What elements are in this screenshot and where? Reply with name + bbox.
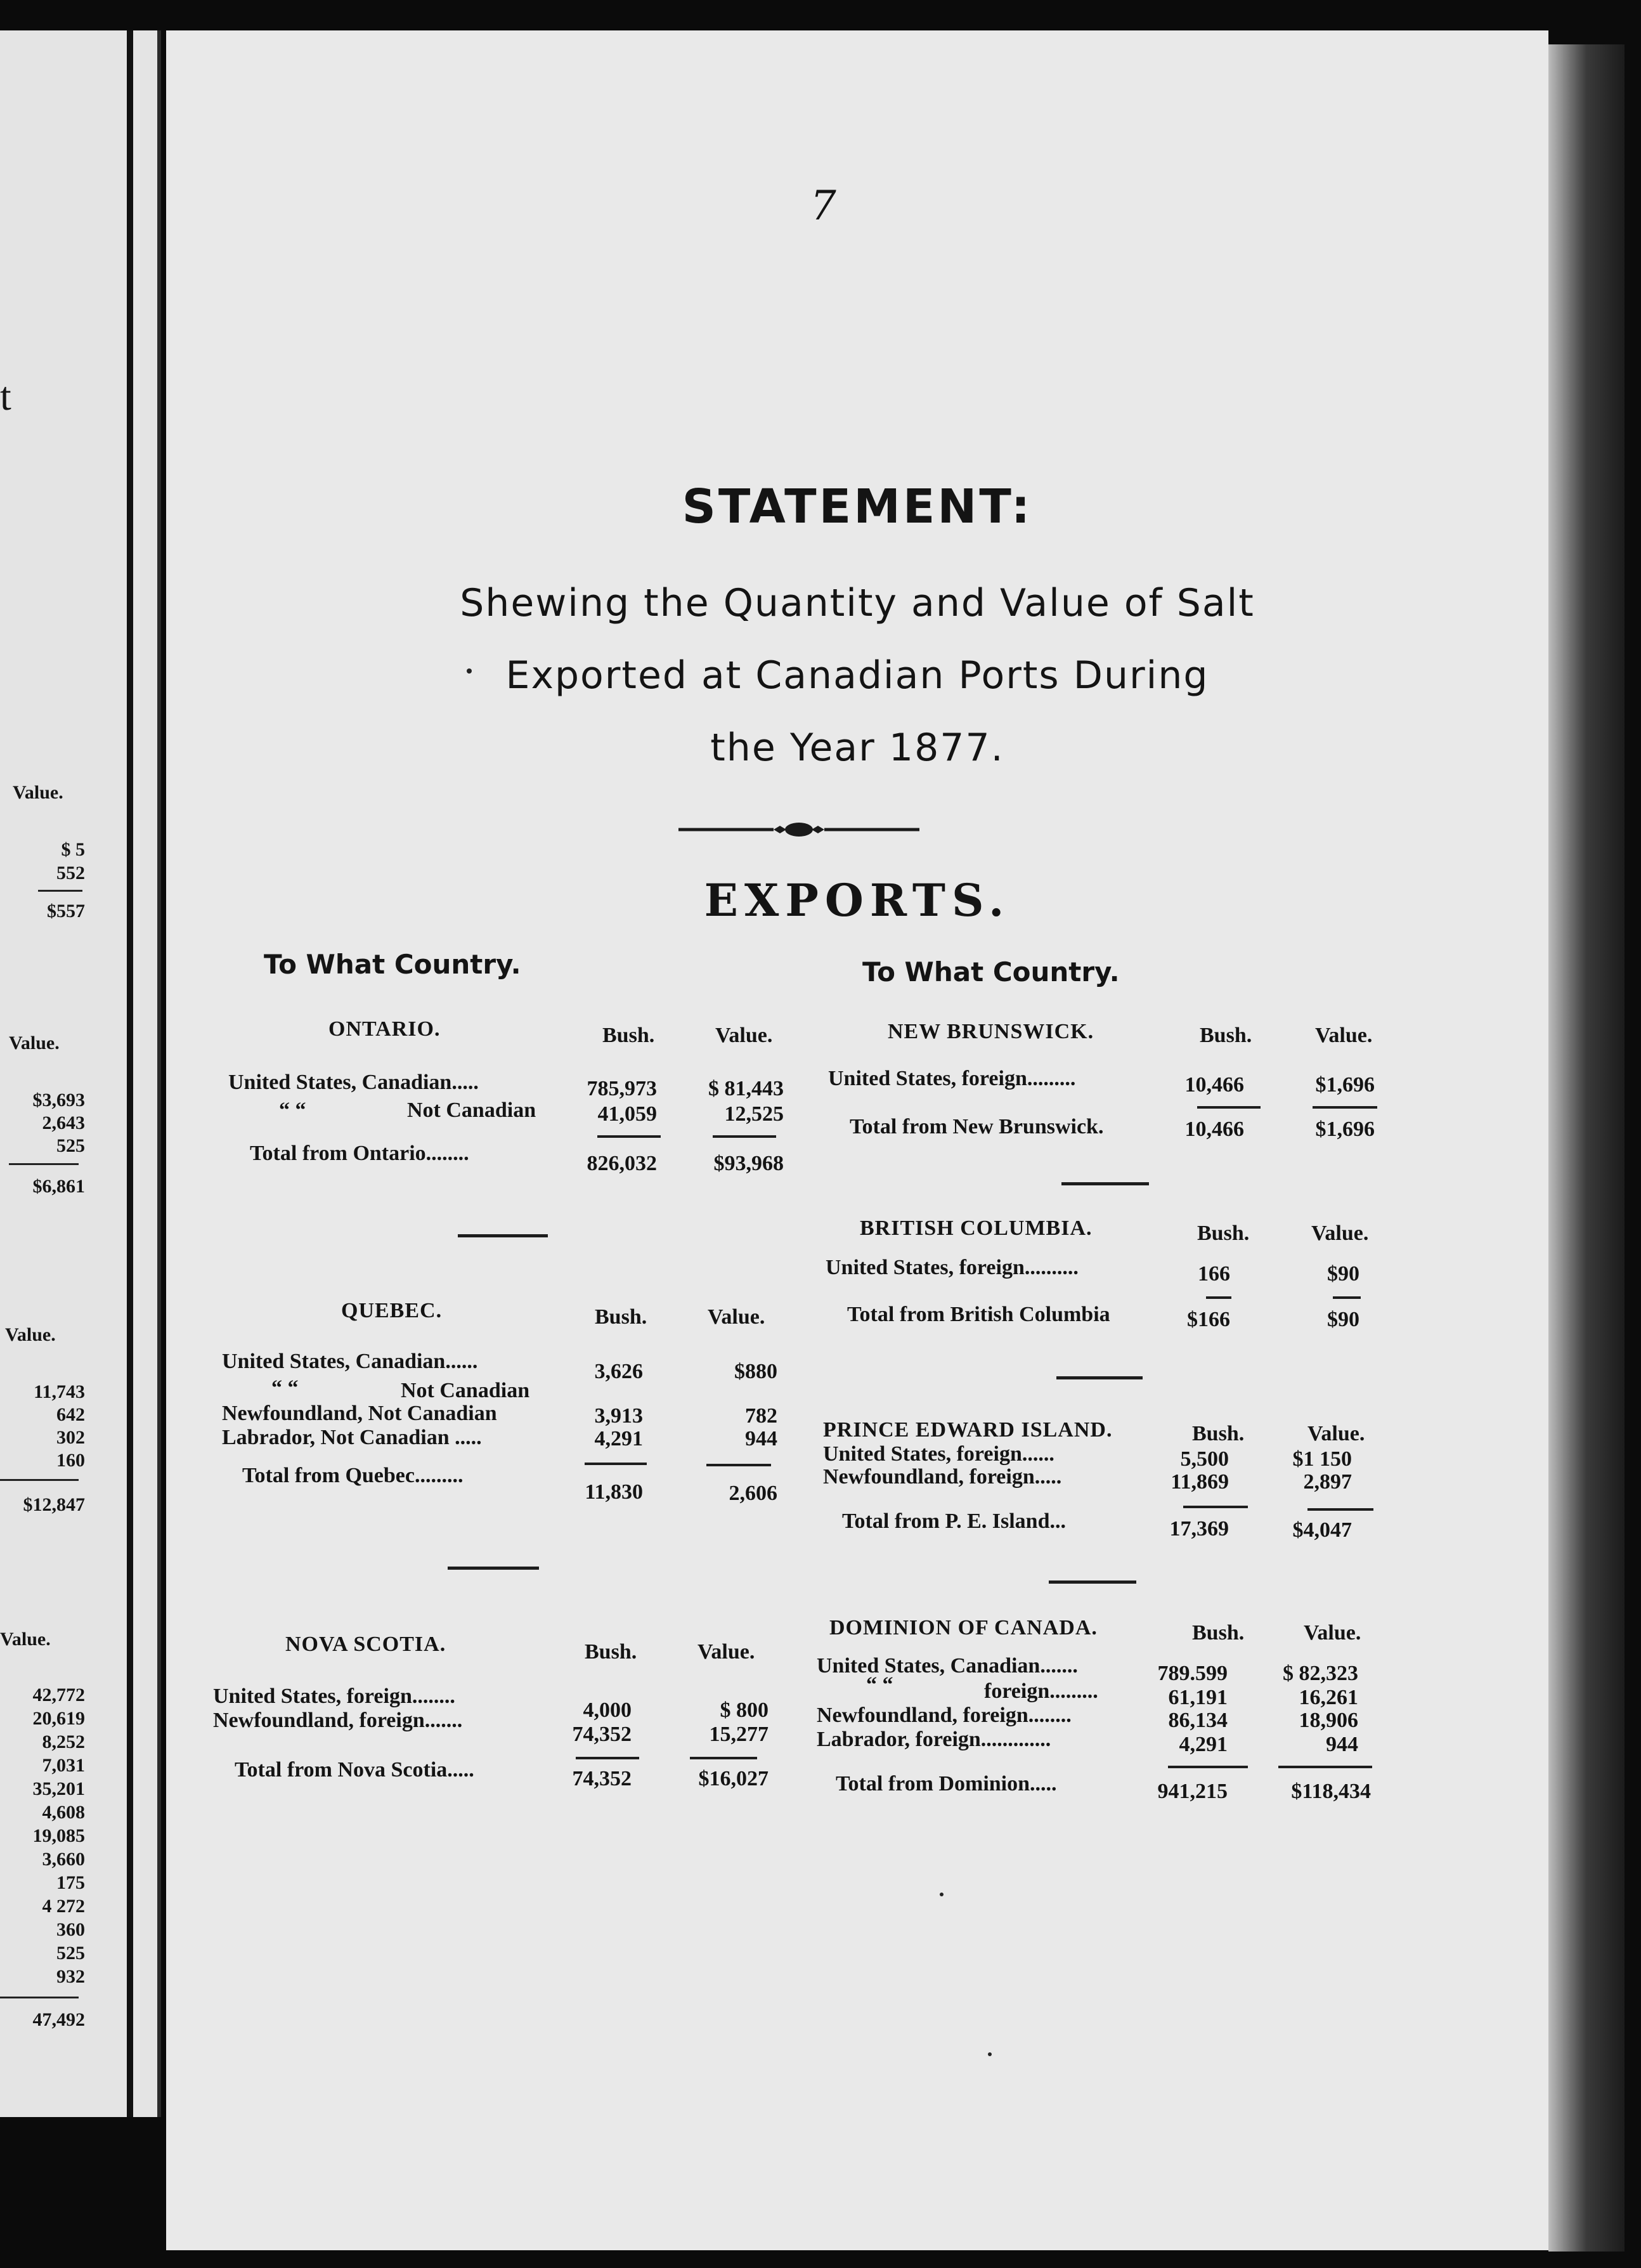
value-amount: $90 (1327, 1262, 1359, 1286)
total-label: Total from Nova Scotia..... (235, 1758, 474, 1782)
strip-value: 7,031 (42, 1755, 85, 1776)
strip-rule (38, 890, 82, 892)
bush-value: 10,466 (1184, 1073, 1244, 1097)
bush-value: 166 (1198, 1262, 1230, 1286)
value-header: Value. (715, 1024, 773, 1047)
value-amount: 16,261 (1299, 1686, 1358, 1709)
page-edge-shadow (1548, 44, 1625, 2252)
bush-value: 41,059 (597, 1102, 657, 1126)
strip-value: 4,608 (42, 1802, 85, 1823)
sum-rule (576, 1757, 639, 1759)
strip-total: $557 (47, 901, 85, 922)
previous-page-strip (0, 30, 161, 2117)
total-bush: $166 (1187, 1308, 1230, 1331)
value-header: Value. (1304, 1621, 1361, 1645)
value-header: Value. (1311, 1222, 1369, 1245)
total-bush: 17,369 (1169, 1517, 1229, 1541)
value-amount: $880 (734, 1360, 777, 1383)
strip-value-label: Value. (5, 1324, 56, 1345)
total-bush: 941,215 (1157, 1780, 1228, 1803)
bush-header: Bush. (1200, 1024, 1252, 1047)
bush-header: Bush. (585, 1640, 637, 1664)
total-bush: 826,032 (587, 1152, 657, 1175)
sum-rule (1183, 1506, 1248, 1508)
strip-value: 932 (56, 1966, 85, 1987)
strip-rule (0, 1479, 79, 1481)
region-nova-scotia: NOVA SCOTIA. (285, 1633, 446, 1656)
ditto-mark: “ “ (279, 1098, 306, 1122)
bush-value: 3,626 (594, 1360, 643, 1383)
strip-value: 8,252 (42, 1731, 85, 1752)
total-value: $90 (1327, 1308, 1359, 1331)
sum-rule (1313, 1106, 1377, 1109)
ornament-divider (678, 817, 919, 842)
sum-rule (585, 1463, 647, 1465)
strip-value: $ 5 (61, 839, 85, 860)
bush-header: Bush. (1192, 1621, 1245, 1645)
row-label: Newfoundland, foreign..... (823, 1465, 1062, 1489)
value-amount: $ 800 (720, 1698, 769, 1722)
bush-value: 5,500 (1180, 1447, 1229, 1471)
strip-value: 552 (56, 863, 85, 883)
row-label: Newfoundland, foreign........ (817, 1704, 1072, 1727)
ditto-mark: “ “ (271, 1376, 299, 1400)
row-label: United States, foreign.......... (826, 1256, 1079, 1279)
total-label: Total from P. E. Island... (842, 1509, 1066, 1533)
strip-value: 360 (56, 1919, 85, 1940)
bush-value: 4,291 (1179, 1733, 1228, 1756)
strip-value-label: Value. (9, 1033, 60, 1053)
bush-value: 785,973 (587, 1077, 657, 1100)
sum-rule (706, 1464, 771, 1466)
gutter-line (127, 30, 133, 2117)
value-header: Value. (697, 1640, 755, 1664)
total-label: Total from Quebec......... (242, 1464, 464, 1487)
row-label: United States, foreign...... (823, 1442, 1054, 1466)
subtitle-line: Shewing the Quantity and Value of Salt (460, 581, 1255, 625)
value-amount: 944 (745, 1427, 777, 1450)
strip-value: $3,693 (32, 1090, 85, 1111)
strip-value: 11,743 (34, 1381, 85, 1402)
value-amount: $ 81,443 (708, 1077, 784, 1100)
ditto-mark: “ “ (866, 1673, 893, 1697)
row-label: United States, Canadian....... (817, 1654, 1078, 1678)
total-bush: 11,830 (585, 1480, 643, 1504)
sum-rule (1333, 1296, 1361, 1299)
strip-total: $12,847 (23, 1494, 85, 1515)
column-heading-left: To What Country. (264, 949, 521, 980)
total-bush: 10,466 (1184, 1118, 1244, 1141)
section-separator (1056, 1376, 1143, 1379)
subtitle-line: the Year 1877. (710, 726, 1004, 770)
row-label: Not Canadian (407, 1098, 536, 1122)
bush-value: 86,134 (1168, 1709, 1228, 1732)
sum-rule (1197, 1106, 1261, 1109)
strip-value: 525 (56, 1135, 85, 1156)
bush-header: Bush. (602, 1024, 655, 1047)
value-amount: 12,525 (724, 1102, 784, 1126)
strip-value: 19,085 (32, 1825, 85, 1846)
section-separator (458, 1234, 548, 1237)
strip-value-label: Value. (0, 1629, 51, 1650)
total-bush: 74,352 (572, 1767, 632, 1790)
total-label: Total from British Columbia (847, 1303, 1110, 1326)
bush-header: Bush. (1192, 1422, 1245, 1445)
bush-value: 789.599 (1157, 1662, 1228, 1685)
total-label: Total from Ontario........ (250, 1142, 469, 1165)
value-header: Value. (1307, 1422, 1365, 1445)
value-amount: 2,897 (1303, 1470, 1352, 1494)
value-amount: $1 150 (1292, 1447, 1352, 1471)
strip-rule (9, 1163, 79, 1165)
bush-header: Bush. (595, 1305, 647, 1329)
strip-value: 175 (56, 1872, 85, 1893)
bush-value: 3,913 (594, 1404, 643, 1428)
row-label: Newfoundland, Not Canadian (222, 1402, 497, 1425)
strip-value: 4 272 (42, 1896, 85, 1917)
bush-value: 4,291 (594, 1427, 643, 1450)
total-value: $1,696 (1315, 1118, 1375, 1141)
strip-value: 3,660 (42, 1849, 85, 1870)
sum-rule (1307, 1508, 1373, 1511)
sum-rule (713, 1135, 776, 1138)
row-label: Not Canadian (401, 1379, 530, 1402)
strip-value: 2,643 (42, 1112, 85, 1133)
strip-value: 525 (56, 1943, 85, 1964)
bush-value: 11,869 (1171, 1470, 1229, 1494)
document-page (166, 30, 1548, 2250)
page-number: 7 (810, 183, 836, 230)
region-british-columbia: BRITISH COLUMBIA. (860, 1216, 1093, 1240)
strip-rule (0, 1997, 79, 1998)
strip-total: $6,861 (32, 1176, 85, 1197)
sum-rule (1168, 1766, 1248, 1768)
bush-value: 4,000 (583, 1698, 632, 1722)
strip-total: 47,492 (32, 2009, 85, 2030)
total-value: 2,606 (729, 1482, 777, 1505)
strip-value: 20,619 (32, 1708, 85, 1729)
value-amount: 782 (745, 1404, 777, 1428)
section-separator (1049, 1580, 1136, 1584)
section-separator (1061, 1182, 1149, 1185)
total-value: $93,968 (713, 1152, 784, 1175)
total-value: $16,027 (698, 1767, 769, 1790)
region-new-brunswick: NEW BRUNSWICK. (888, 1020, 1094, 1043)
strip-value: 302 (56, 1427, 85, 1448)
value-amount: $1,696 (1315, 1073, 1375, 1097)
value-amount: 18,906 (1299, 1709, 1358, 1732)
sum-rule (1206, 1296, 1231, 1299)
bush-value: 61,191 (1168, 1686, 1228, 1709)
row-label: United States, foreign......... (828, 1067, 1076, 1090)
total-label: Total from Dominion..... (836, 1772, 1057, 1796)
row-label: United States, Canadian...... (222, 1350, 478, 1373)
strip-value: 35,201 (32, 1778, 85, 1799)
value-amount: 944 (1326, 1733, 1358, 1756)
bush-value: 74,352 (572, 1723, 632, 1746)
value-header: Value. (1315, 1024, 1373, 1047)
bush-header: Bush. (1197, 1222, 1250, 1245)
print-speck (988, 2052, 992, 2056)
strip-value-label: Value. (13, 782, 63, 803)
row-label: United States, foreign........ (213, 1685, 455, 1708)
subtitle-line: Exported at Canadian Ports During (505, 653, 1209, 698)
exports-heading: EXPORTS. (704, 874, 1011, 927)
row-label: foreign......... (984, 1679, 1098, 1703)
strip-letter: t (0, 374, 11, 419)
value-amount: 15,277 (709, 1723, 769, 1746)
region-ontario: ONTARIO. (328, 1017, 441, 1041)
strip-value: 42,772 (32, 1685, 85, 1705)
row-label: United States, Canadian..... (228, 1071, 479, 1094)
value-amount: $ 82,323 (1283, 1662, 1358, 1685)
column-heading-right: To What Country. (862, 956, 1120, 987)
region-dominion-of-canada: DOMINION OF CANADA. (829, 1616, 1098, 1639)
row-label: Newfoundland, foreign....... (213, 1709, 463, 1732)
sum-rule (1278, 1766, 1372, 1768)
total-value: $118,434 (1291, 1780, 1371, 1803)
print-speck (940, 1893, 944, 1896)
sum-rule (690, 1757, 757, 1759)
strip-value: 160 (56, 1450, 85, 1471)
total-value: $4,047 (1292, 1518, 1352, 1542)
region-prince-edward-island: PRINCE EDWARD ISLAND. (823, 1418, 1113, 1442)
strip-value: 642 (56, 1404, 85, 1425)
section-separator (448, 1567, 539, 1570)
row-label: Labrador, Not Canadian ..... (222, 1426, 482, 1449)
sum-rule (597, 1135, 661, 1138)
value-header: Value. (708, 1305, 765, 1329)
region-quebec: QUEBEC. (341, 1299, 443, 1322)
row-label: Labrador, foreign............. (817, 1728, 1051, 1751)
statement-title: STATEMENT: (682, 479, 1033, 534)
print-speck (467, 668, 472, 674)
total-label: Total from New Brunswick. (850, 1115, 1104, 1138)
